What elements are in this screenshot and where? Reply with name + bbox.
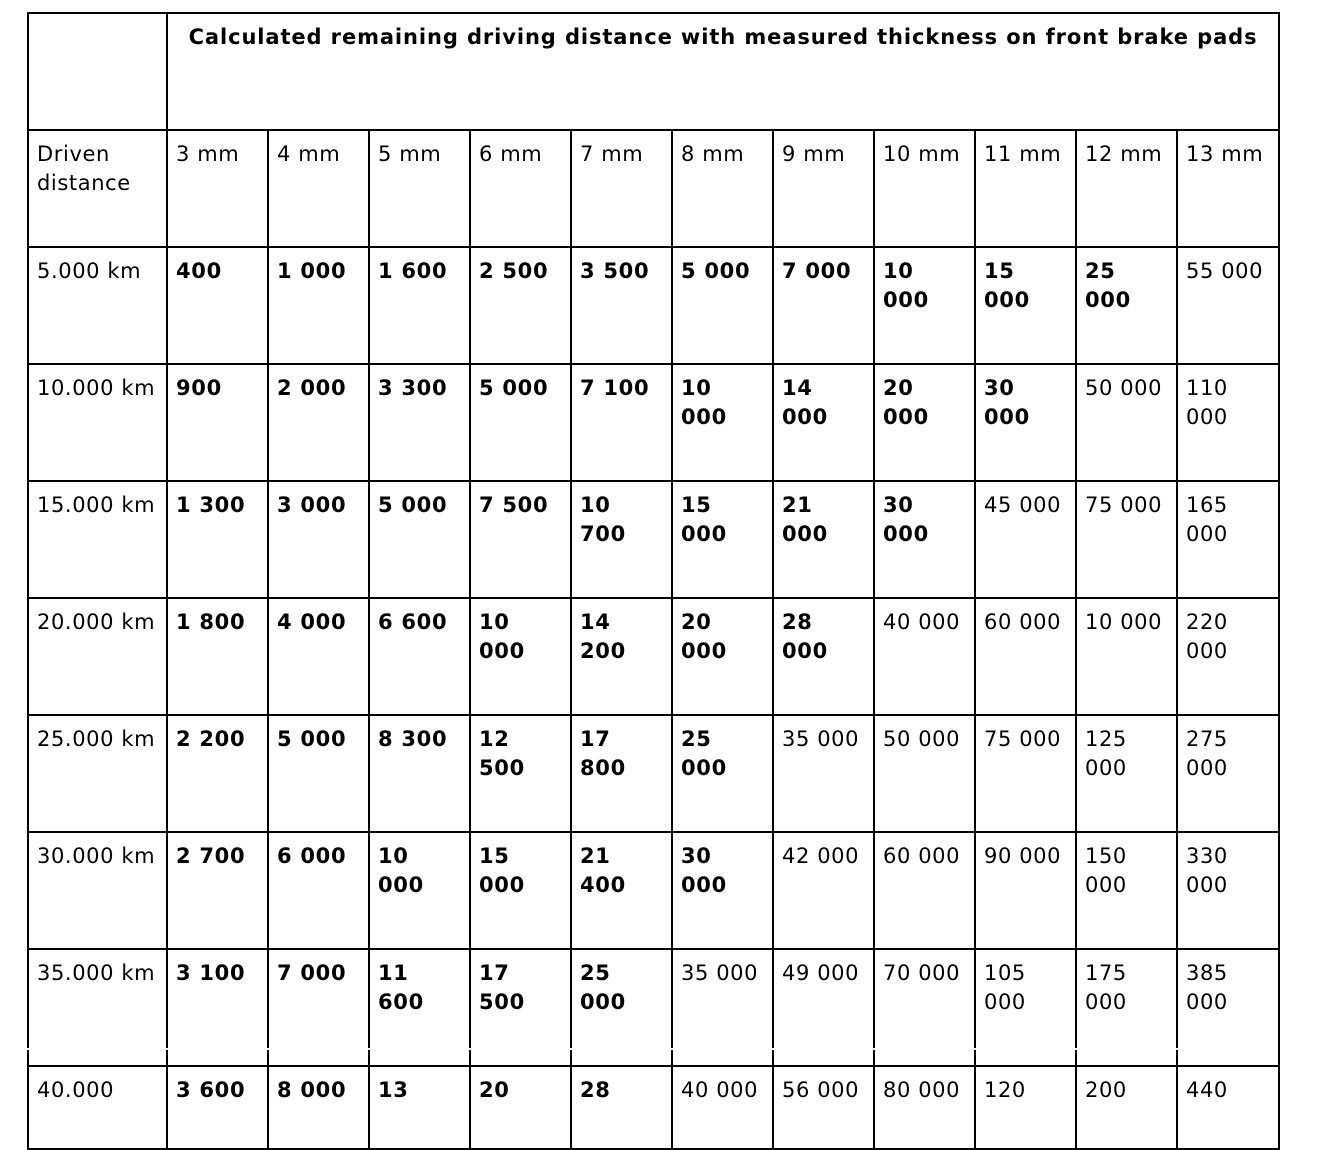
table-cell: 21 400 [571,832,672,949]
table-body [28,13,1279,1149]
table-cell: 1 600 [369,247,470,364]
table-row [28,1066,1279,1149]
table-cell: 385 000 [1177,949,1279,1066]
table-cell: 165 000 [1177,481,1279,598]
table-cell: 90 000 [975,832,1076,949]
table-cell: 3 500 [571,247,672,364]
column-header-13-mm: 13 mm [1177,130,1279,247]
table-cell: 8 300 [369,715,470,832]
table-cell: 2 500 [470,247,571,364]
table-cell: 11 600 [369,949,470,1066]
table-cell: 15 000 [470,832,571,949]
table-cell: 50 000 [874,715,975,832]
table-cell: 120 [975,1066,1076,1149]
table-cell: 15 000 [975,247,1076,364]
table-cell: 17 500 [470,949,571,1066]
table-row [28,715,1279,832]
row-label: 35.000 km [28,949,167,1066]
table-cell: 40 000 [874,598,975,715]
table-cell: 105 000 [975,949,1076,1066]
row-label: 20.000 km [28,598,167,715]
table-cell: 3 100 [167,949,268,1066]
table-cell: 275 000 [1177,715,1279,832]
column-header-12-mm: 12 mm [1076,130,1177,247]
column-header-8-mm: 8 mm [672,130,773,247]
table-row [28,247,1279,364]
row-label: 5.000 km [28,247,167,364]
table-cell: 70 000 [874,949,975,1066]
table-row [28,949,1279,1066]
table-cell: 3 000 [268,481,369,598]
table-cell: 5 000 [672,247,773,364]
corner-cell [28,13,167,130]
table-cell: 10 000 [874,247,975,364]
table-cell: 175 000 [1076,949,1177,1066]
table-row [28,364,1279,481]
table-cell: 1 000 [268,247,369,364]
table-cell: 2 200 [167,715,268,832]
table-cell: 28 000 [773,598,874,715]
row-label: 10.000 km [28,364,167,481]
table-cell: 5 000 [268,715,369,832]
title-row [28,13,1279,130]
row-label: 40.000 [28,1066,167,1149]
table-cell: 1 800 [167,598,268,715]
table-cell: 20 000 [874,364,975,481]
table-cell: 50 000 [1076,364,1177,481]
column-header-6-mm: 6 mm [470,130,571,247]
table-cell: 10 000 [470,598,571,715]
table-cell: 55 000 [1177,247,1279,364]
column-header-5-mm: 5 mm [369,130,470,247]
table-cell: 2 000 [268,364,369,481]
table-cell: 15 000 [672,481,773,598]
table-cell: 45 000 [975,481,1076,598]
brake-pad-distance-table [27,12,1280,1150]
table-cell: 7 000 [773,247,874,364]
table-title: Calculated remaining driving distance with measured thickness on front brake pads [167,13,1279,130]
table-cell: 110 000 [1177,364,1279,481]
table-cell: 60 000 [874,832,975,949]
table-cell: 440 [1177,1066,1279,1149]
table-cell: 35 000 [672,949,773,1066]
table-cell: 49 000 [773,949,874,1066]
table-cell: 6 600 [369,598,470,715]
table-cell: 25 000 [672,715,773,832]
table-cell: 10 000 [672,364,773,481]
table-cell: 75 000 [1076,481,1177,598]
table-cell: 25 000 [1076,247,1177,364]
table-cell: 30 000 [874,481,975,598]
table-cell: 2 700 [167,832,268,949]
table-cell: 28 [571,1066,672,1149]
table-cell: 13 [369,1066,470,1149]
table-cell: 30 000 [975,364,1076,481]
table-cell: 400 [167,247,268,364]
table-cell: 125 000 [1076,715,1177,832]
table-cell: 14 000 [773,364,874,481]
table-cell: 75 000 [975,715,1076,832]
table-cell: 21 000 [773,481,874,598]
column-header-row [28,130,1279,247]
column-header-3-mm: 3 mm [167,130,268,247]
table-cell: 80 000 [874,1066,975,1149]
table-cell: 60 000 [975,598,1076,715]
table-cell: 150 000 [1076,832,1177,949]
table-cell: 10 000 [1076,598,1177,715]
table-cell: 20 [470,1066,571,1149]
table-cell: 25 000 [571,949,672,1066]
table-cell: 7 100 [571,364,672,481]
table-row [28,832,1279,949]
table-cell: 12 500 [470,715,571,832]
table-cell: 20 000 [672,598,773,715]
table-cell: 30 000 [672,832,773,949]
row-label: 30.000 km [28,832,167,949]
table-cell: 3 300 [369,364,470,481]
table-row [28,481,1279,598]
brake-pad-table-page [27,12,1278,1102]
row-header-label: Driven distance [28,130,167,247]
table-cell: 17 800 [571,715,672,832]
table-row [28,598,1279,715]
table-cell: 900 [167,364,268,481]
table-cell: 5 000 [369,481,470,598]
column-header-11-mm: 11 mm [975,130,1076,247]
table-cell: 220 000 [1177,598,1279,715]
row-label: 15.000 km [28,481,167,598]
table-cell: 56 000 [773,1066,874,1149]
column-header-7-mm: 7 mm [571,130,672,247]
table-cell: 10 000 [369,832,470,949]
table-cell: 14 200 [571,598,672,715]
row-label: 25.000 km [28,715,167,832]
table-cell: 7 000 [268,949,369,1066]
column-header-9-mm: 9 mm [773,130,874,247]
table-cell: 5 000 [470,364,571,481]
column-header-10-mm: 10 mm [874,130,975,247]
table-cell: 35 000 [773,715,874,832]
table-cell: 330 000 [1177,832,1279,949]
table-cell: 42 000 [773,832,874,949]
table-cell: 4 000 [268,598,369,715]
table-cell: 6 000 [268,832,369,949]
column-header-4-mm: 4 mm [268,130,369,247]
table-cell: 40 000 [672,1066,773,1149]
table-cell: 8 000 [268,1066,369,1149]
table-cell: 10 700 [571,481,672,598]
table-cell: 7 500 [470,481,571,598]
table-cell: 3 600 [167,1066,268,1149]
table-cell: 200 [1076,1066,1177,1149]
table-cell: 1 300 [167,481,268,598]
